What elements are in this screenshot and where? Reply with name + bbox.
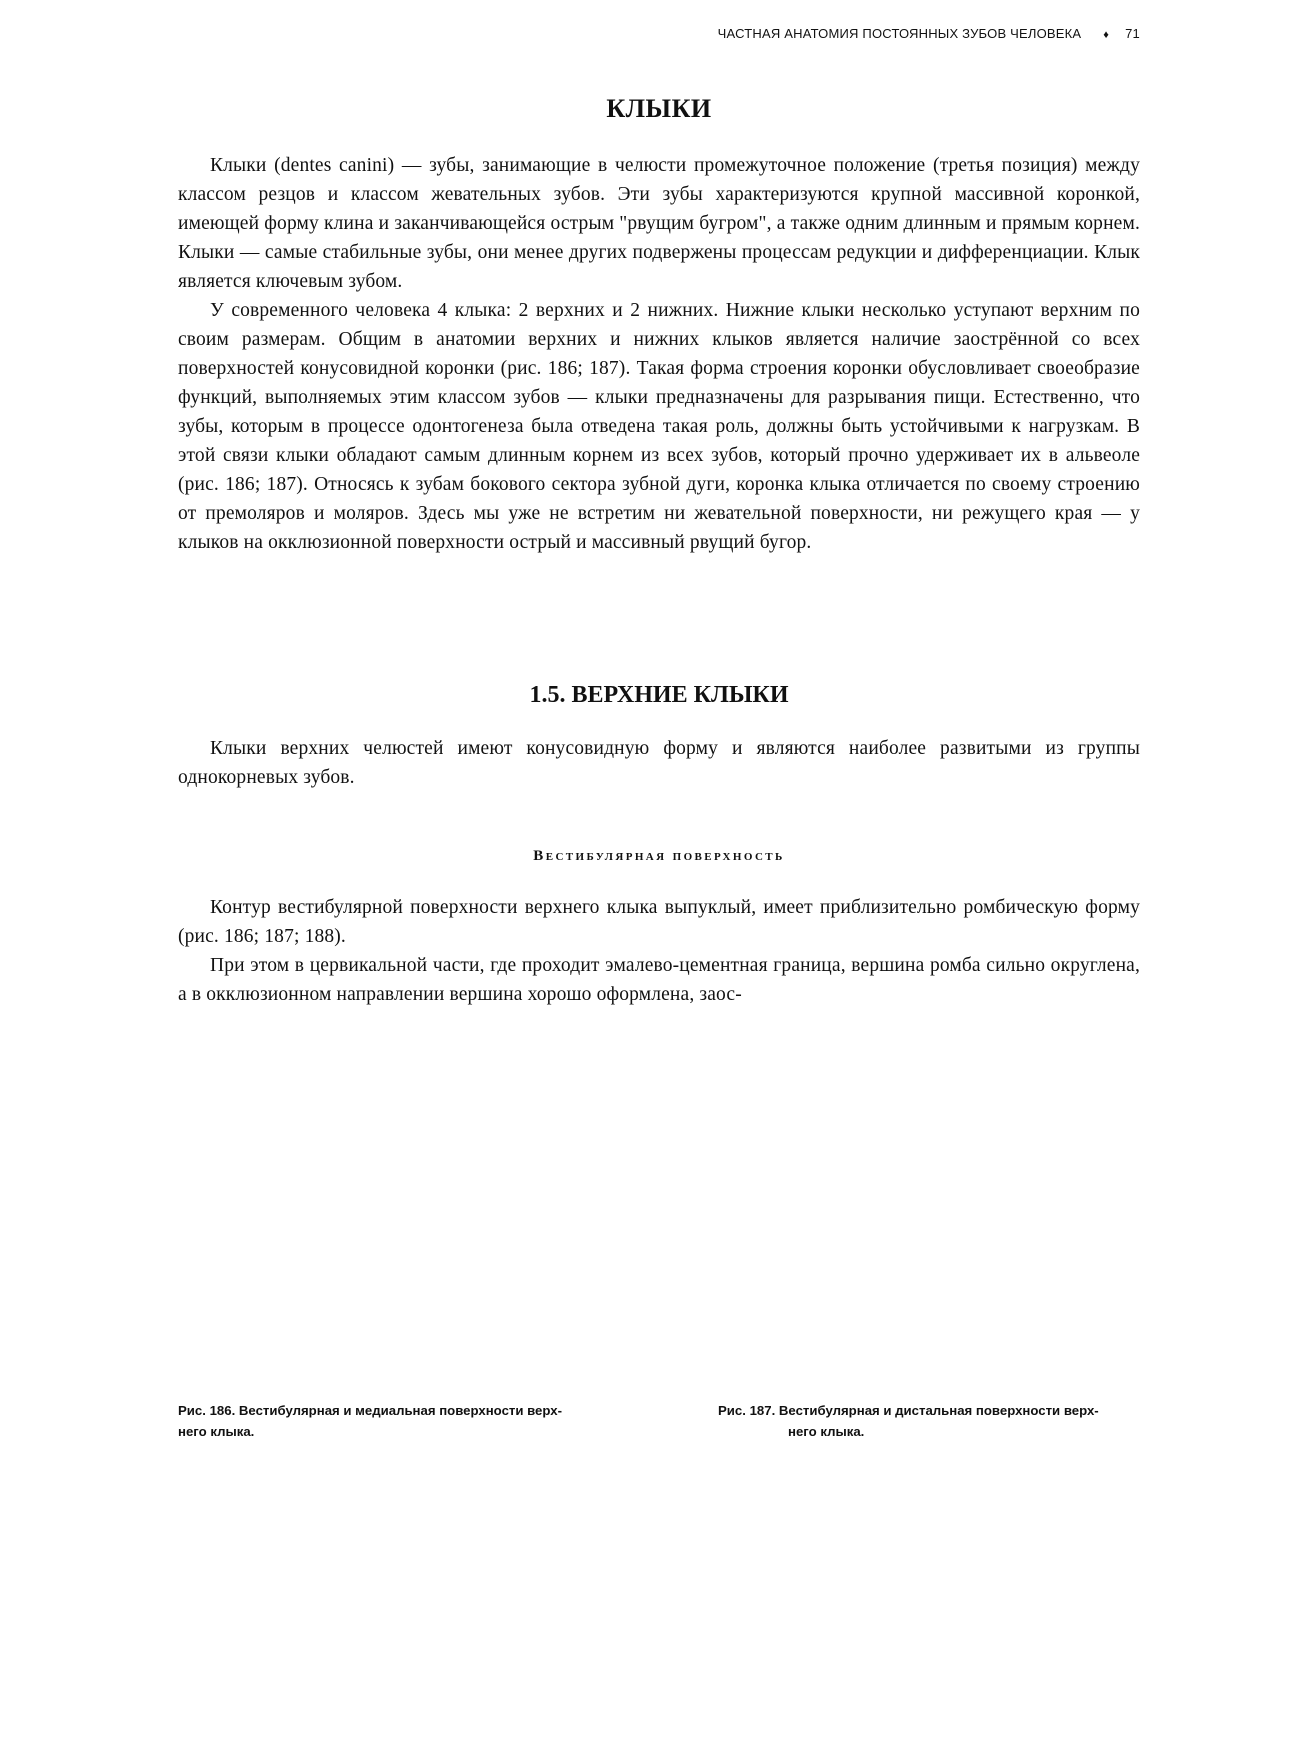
subsection-title: Вестибулярная поверхность bbox=[533, 848, 785, 864]
subsection-paragraph-2: При этом в цервикальной части, где проходит эмалево-цементная граница, вершина ромба сильно округлена, а в окклюзионном направлении вершина хорошо оформлена, заос- bbox=[178, 955, 1140, 1005]
figure-187-caption bbox=[718, 1400, 1138, 1442]
diamond-separator-icon: ♦ bbox=[1103, 29, 1110, 41]
running-title: ЧАСТНАЯ АНАТОМИЯ ПОСТОЯННЫХ ЗУБОВ ЧЕЛОВЕКА bbox=[717, 26, 1082, 41]
figure-186-caption bbox=[178, 1400, 718, 1442]
chapter-paragraph-2: У современного человека 4 клыка: 2 верхних и 2 нижних. Нижние клыки несколько уступают верхним по своим размерам. Общим в анатомии верхних и нижних клыков является наличие заострённой со всех поверхностей конусовидной коронки (рис. 186; 187). Такая форма строения коронки обусловливает своеобразие функций, выполняемых этим классом зубов — клыки предназначены для разрывания пищи. Естественно, что зубы, которым в процессе одонтогенеза была отведена такая роль, должны быть устойчивыми к нагрузкам. В этой связи клыки обладают самым длинным корнем из всех зубов, который прочно удерживает их в альвеоле (рис. 186; 187). Относясь к зубам бокового сектора зубной дуги, коронка клыка отличается по своему строению от премоляров и моляров. Здесь мы уже не встретим ни жевательной поверхности, ни режущего края — у клыков на окклюзионной поверхности острый и массивный рвущий бугор. bbox=[178, 300, 1140, 553]
section-paragraph-1: Клыки верхних челюстей имеют конусовидную форму и являются наиболее развитыми из группы однокорневых зубов. bbox=[178, 738, 1140, 788]
figure-187-caption-line-1: Рис. 187. Вестибулярная и дистальная поверхности верх- bbox=[718, 1403, 1099, 1418]
chapter-paragraph-1: Клыки (dentes canini) — зубы, занимающие в челюсти промежуточное положение (третья позиция) между классом резцов и классом жевательных зубов. Эти зубы характеризуются крупной массивной коронкой, имеющей форму клина и заканчивающейся острым "рвущим бугром", а также одним длинным и прямым корнем. Клыки — самые стабильные зубы, они менее других подвержены процессам редукции и дифференциации. Клык является ключевым зубом. bbox=[178, 155, 1140, 292]
running-header bbox=[600, 26, 1140, 41]
figure-187-caption-line-2: него клыка. bbox=[788, 1424, 865, 1439]
page-number: 71 bbox=[1125, 26, 1140, 41]
section-text bbox=[178, 734, 1140, 792]
subsection-paragraph-1: Контур вестибулярной поверхности верхнего клыка выпуклый, имеет приблизительно ромбическую форму (рис. 186; 187; 188). bbox=[178, 897, 1140, 947]
figure-186-caption-line-2: него клыка. bbox=[178, 1424, 255, 1439]
figure-186-caption-line-1: Рис. 186. Вестибулярная и медиальная поверхности верх- bbox=[178, 1403, 563, 1418]
chapter-text bbox=[178, 151, 1140, 557]
section-title: 1.5. ВЕРХНИЕ КЛЫКИ bbox=[529, 682, 789, 708]
chapter-title: КЛЫКИ bbox=[606, 94, 712, 123]
subsection-text bbox=[178, 893, 1140, 1009]
